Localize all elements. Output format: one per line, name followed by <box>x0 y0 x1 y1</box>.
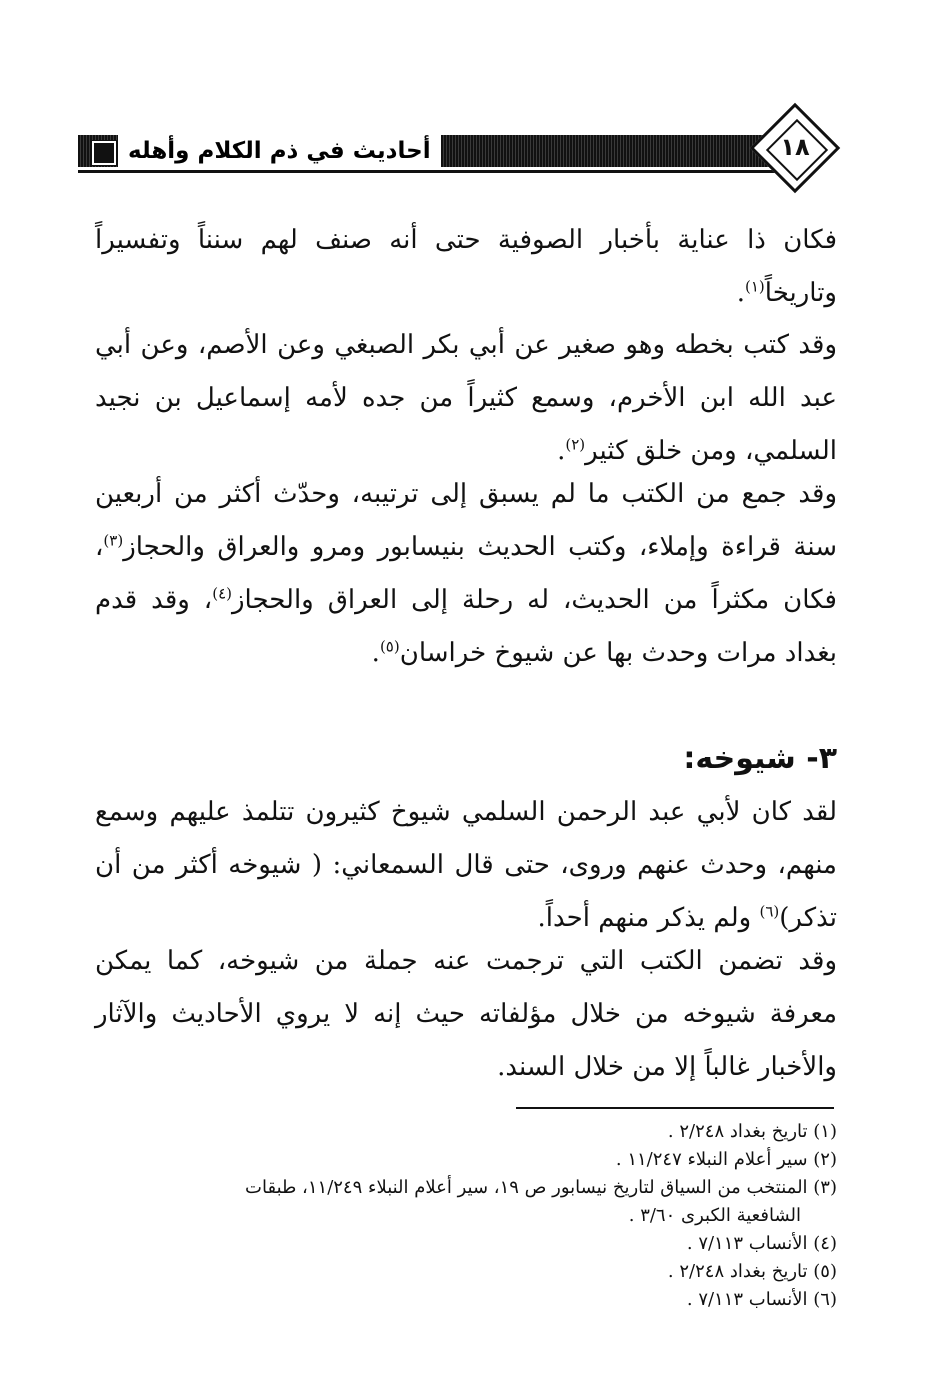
running-title: أحاديث في ذم الكلام وأهله <box>118 132 441 170</box>
paragraph-2 <box>95 319 837 478</box>
footnote-item: (٥) تاريخ بغداد ٢/٢٤٨ . <box>667 1261 837 1282</box>
footnote-item-continuation <box>95 1202 837 1230</box>
page-number: ١٨ <box>780 133 810 161</box>
paragraph-2-text: وقد كتب بخطه وهو صغير عن أبي بكر الصبغي وعن الأصم، وعن أبي عبد الله ابن الأخرم، وسمع كثيراً من جده لأمه إسماعيل بن نجيد السلمي، ومن خلق كثير <box>95 330 837 466</box>
footnote-item: (٣) المنتخب من السياق لتاريخ نيسابور ص ١٩، سير أعلام النبلاء ١١/٢٤٩، طبقات <box>245 1177 837 1198</box>
footnote-ref-1: (١) <box>745 277 765 296</box>
footnote-ref-2: (٢) <box>565 435 586 454</box>
footnote-ref-4: (٤) <box>212 584 232 603</box>
paragraph-3-text-c: ، وقد قدم بغداد مرات وحدث بها عن شيوخ خراسان <box>95 585 837 668</box>
footnote-continuation-text: الشافعية الكبرى ٣/٦٠ . <box>628 1205 801 1226</box>
section-heading: ٣- شيوخه: <box>683 741 837 776</box>
paragraph-5-text: وقد تضمن الكتب التي ترجمت عنه جملة من شيوخه، كما يمكن معرفة شيوخه من خلال مؤلفاته حيث إنه لا يروي الأحاديث والآثار والأخبار غالباً إلا من خلال السند. <box>95 946 837 1082</box>
paragraph-4-text-a: لقد كان لأبي عبد الرحمن السلمي شيوخ كثيرون تتلمذ عليهم وسمع منهم، وحدث عنهم وروى، حتى قال السمعاني: ( شيوخه أكثر من أن تذكر) <box>95 797 837 933</box>
footnote-item: (٦) الأنساب ٧/١١٣ . <box>686 1289 837 1310</box>
footnote-separator <box>516 1107 834 1109</box>
footnote-ref-5: (٥) <box>379 637 400 656</box>
paragraph-3-text-b: ، فكان مكثراً من الحديث، له رحلة إلى العراق والحجاز <box>95 532 837 615</box>
footnote-ref-3: (٣) <box>103 531 124 550</box>
header-rule <box>78 170 783 173</box>
paragraph-4-text-b: ولم يذكر منهم أحداً. <box>537 903 760 933</box>
footnote-item: (٤) الأنساب ٧/١١٣ . <box>686 1233 837 1254</box>
paragraph-3 <box>95 468 837 680</box>
paragraph-3-end: . <box>371 638 380 668</box>
paragraph-1-end: . <box>736 278 745 308</box>
footnote-item: (٢) سير أعلام النبلاء ١١/٢٤٧ . <box>615 1149 837 1170</box>
paragraph-3-text-a: وقد جمع من الكتب ما لم يسبق إلى ترتيبه، وحدّث أكثر من أربعين سنة قراءة وإملاء، وكتب الحديث بنيسابور ومرو والعراق والحجاز <box>95 479 837 562</box>
footnotes-list <box>95 1118 837 1314</box>
header-square-ornament <box>92 141 116 165</box>
footnote-ref-6: (٦) <box>759 902 780 921</box>
paragraph-1-text: فكان ذا عناية بأخبار الصوفية حتى أنه صنف لهم سنناً وتفسيراً وتاريخاً <box>95 225 837 308</box>
paragraph-5 <box>95 935 837 1094</box>
paragraph-1 <box>95 214 837 320</box>
paragraph-2-end: . <box>557 436 566 466</box>
footnote-item: (١) تاريخ بغداد ٢/٢٤٨ . <box>667 1121 837 1142</box>
paragraph-4 <box>95 786 837 945</box>
